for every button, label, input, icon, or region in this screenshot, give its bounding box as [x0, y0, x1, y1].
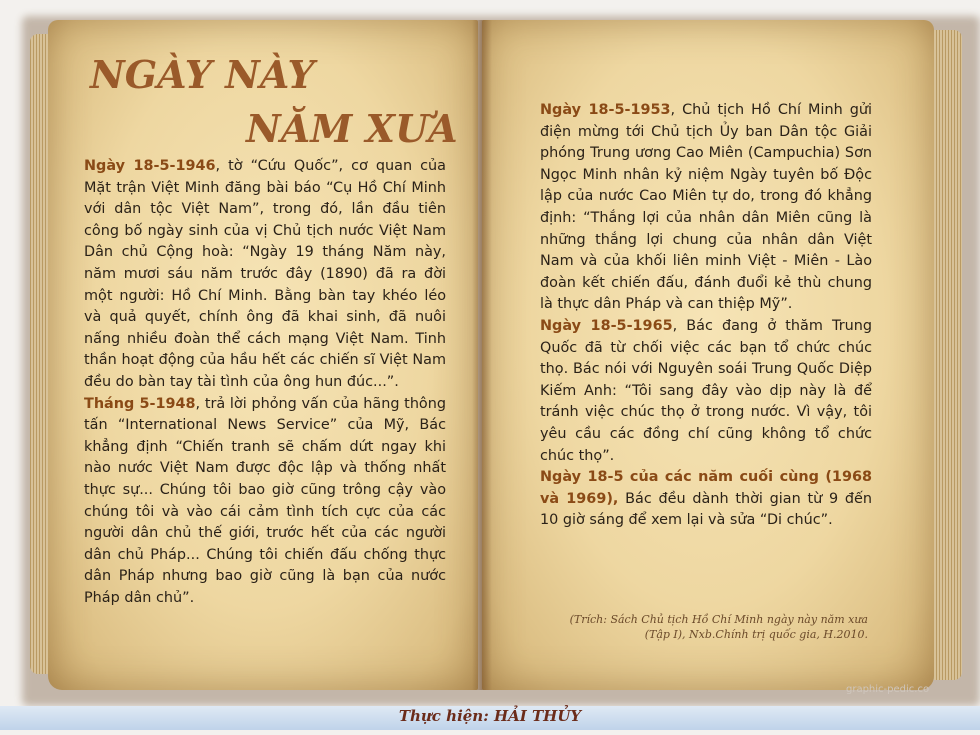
source-citation: [540, 612, 868, 642]
page-title-line-2: NĂM XƯA: [246, 106, 458, 151]
paragraph-text: Bác đều dành thời gian từ 9 đến 10 giờ sáng để xem lại và sửa “Di chúc”.: [540, 490, 873, 529]
page-title-line-1: NGÀY NÀY: [90, 52, 315, 97]
date-label: Ngày 18-5-1965: [540, 317, 673, 334]
page-edges-right: [934, 30, 962, 680]
date-label: Ngày 18-5 của các năm cuối cùng (1968 và 1969),: [540, 469, 872, 507]
footer-credit: Thực hiện: HẢI THỦY: [398, 707, 582, 725]
date-label: Tháng 5-1948: [84, 395, 196, 412]
paragraph-1946: [84, 156, 446, 394]
paragraph-text: , Chủ tịch Hồ Chí Minh gửi điện mừng tới Chủ tịch Ủy ban Dân tộc Giải phóng Trung ương Cao Miên (Campuchia) Sơn Ngọc Minh nhân kỷ niệm Ngày tuyên bố Độc lập của nước Cao Miên tự do, trong đó khẳng định: “Thắng lợi của nhân dân Miên cũng là những thắng lợi chung của nhân dân Việt Nam và của khối liên minh Việt - Miên - Lào đoàn kết chiến đấu, đánh đuổi kẻ thù chung là thực dân Pháp và can thiệp Mỹ”.: [540, 102, 872, 313]
left-column-text: [84, 156, 446, 609]
date-label: Ngày 18-5-1946: [84, 158, 216, 174]
paragraph-text: , trả lời phỏng vấn của hãng thông tấn “International News Service” của Mỹ, Bác khẳng định “Chiến tranh sẽ chấm dứt ngay khi nào nước Việt Nam được độc lập và thống nhất thực sự... Chúng tôi bao giờ cũng trông cậy vào chúng tôi và vào cái cảm tình tích cực của các người dân chủ thế giới, trước hết của các người dân chủ Pháp... Chúng tôi chiến đấu chống thực dân Pháp nhưng bao giờ cũng là bạn của nước Pháp dân chủ”.: [84, 395, 446, 606]
paragraph-1965: [540, 316, 872, 467]
watermark: graphic-pedic.co: [846, 684, 930, 695]
paragraph-1948: [84, 394, 446, 610]
paragraph-1953: [540, 100, 872, 316]
date-label: Ngày 18-5-1953: [540, 102, 671, 118]
source-line-1: (Trích: Sách Chủ tịch Hồ Chí Minh ngày này năm xưa: [569, 613, 868, 626]
paragraph-text: , Bác đang ở thăm Trung Quốc đã từ chối việc các bạn tổ chức chúc thọ. Bác nói với Nguyên soái Trung Quốc Diệp Kiếm Anh: “Tôi sang đây vào dịp này là để tránh việc chúc thọ ở trong nước. Vì vậy, tôi yêu cầu các đồng chí cũng không tổ chức chúc thọ”.: [540, 317, 872, 464]
book-spine: [472, 20, 492, 690]
paragraph-text: , tờ “Cứu Quốc”, cơ quan của Mặt trận Việt Minh đăng bài báo “Cụ Hồ Chí Minh với dân tộc Việt Nam”, trong đó, lần đầu tiên công bố ngày sinh của vị Chủ tịch nước Việt Nam Dân chủ Cộng hoà: “Ngày 19 tháng Năm này, năm mươi sáu năm trước đây (1890) đã ra đời một người: Hồ Chí Minh. Bằng bàn tay khéo léo và quả quyết, chính ông đã khai sinh, đã nuôi nấng nhiều đoàn thể cách mạng Việt Nam. Tinh thần hoạt động của hầu hết các chiến sĩ Việt Nam đều do bàn tay tài tình của ông hun đúc...”.: [84, 158, 446, 390]
page-edges-left: [30, 34, 50, 674]
source-line-2: (Tập I), Nxb.Chính trị quốc gia, H.2010.: [644, 628, 868, 641]
right-column-text: [540, 100, 872, 532]
paragraph-1968-1969: [540, 467, 872, 532]
